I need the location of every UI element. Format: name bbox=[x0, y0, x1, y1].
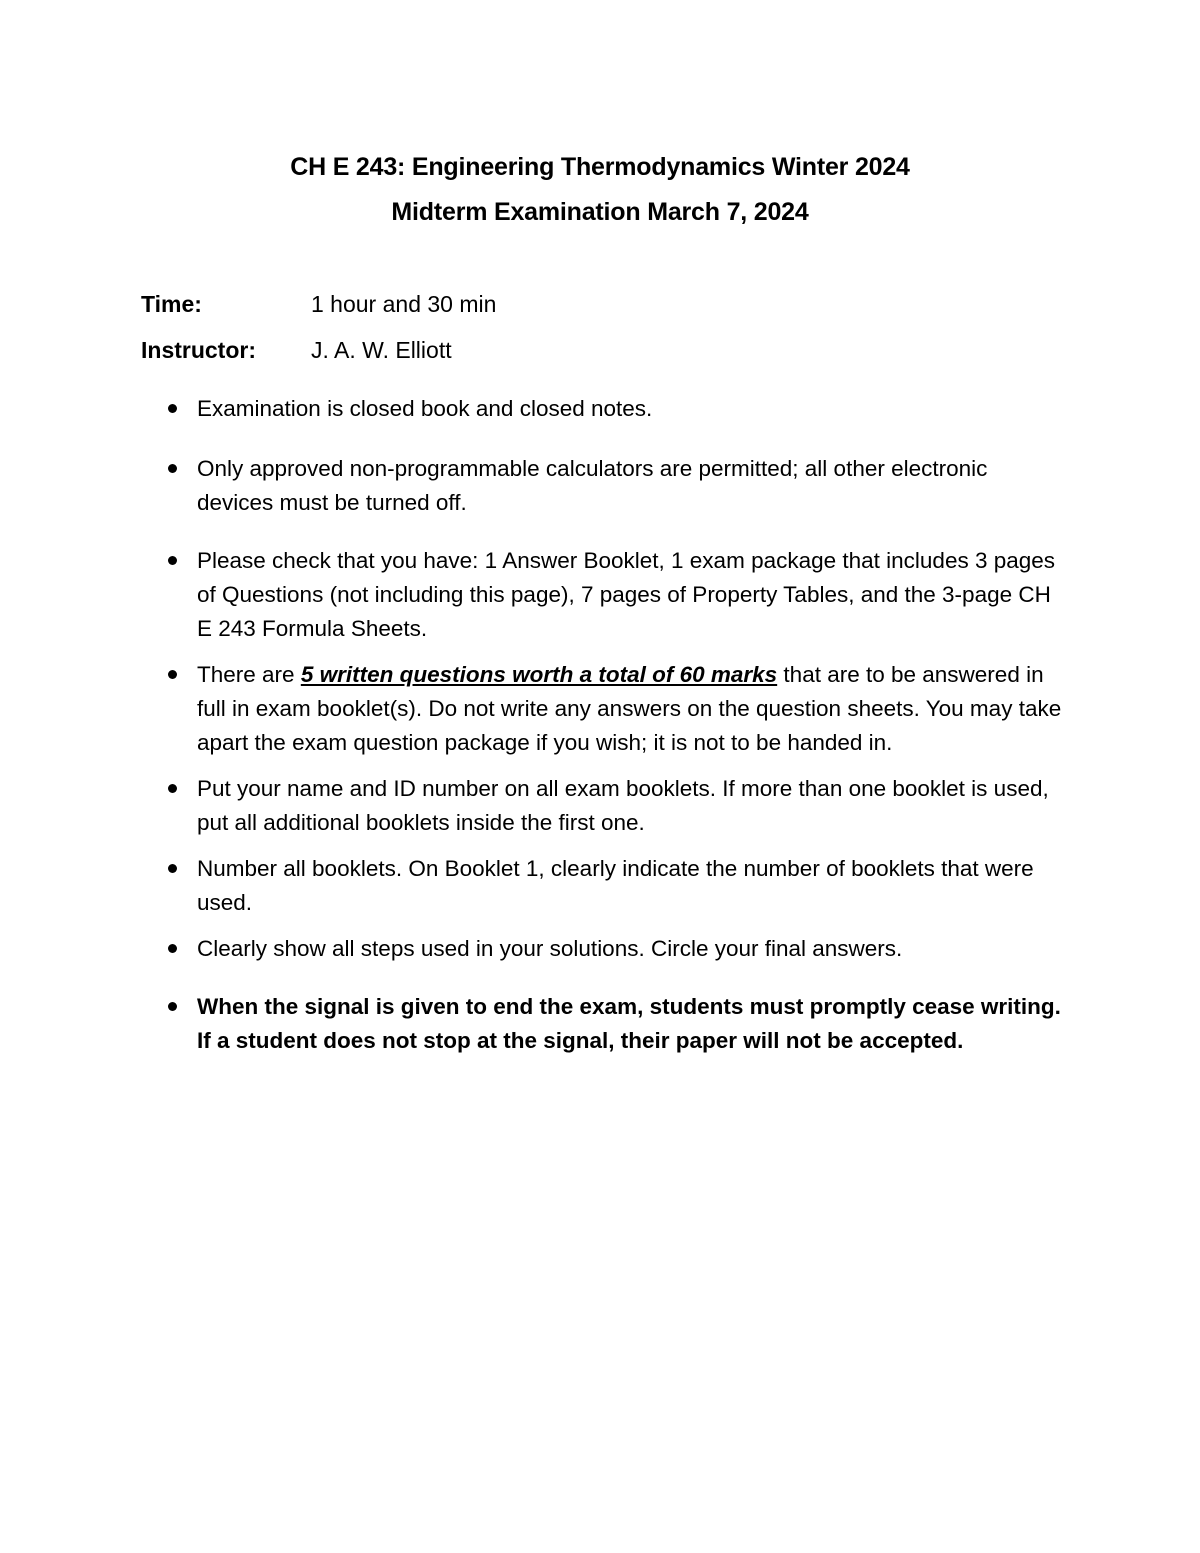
rule-item bbox=[166, 772, 1066, 840]
rule-text: Clearly show all steps used in your solutions. Circle your final answers. bbox=[197, 936, 903, 961]
exam-rules-list bbox=[166, 392, 1066, 1058]
rule-item bbox=[166, 932, 1066, 966]
rule-item bbox=[166, 544, 1066, 646]
rule-item bbox=[166, 452, 1066, 520]
rule-item bbox=[166, 852, 1066, 920]
rule-item bbox=[166, 658, 1066, 760]
rule-text-intro: There are bbox=[197, 662, 301, 687]
rule-item bbox=[166, 392, 1066, 426]
rule-text: Please check that you have: 1 Answer Booklet, 1 exam package that includes 3 pages of Questions (not including this page), 7 pages of Property Tables, and the 3-page CH E 243 Formula Sheets. bbox=[197, 548, 1056, 641]
rule-text: Put your name and ID number on all exam booklets. If more than one booklet is used, put all additional booklets inside the first one. bbox=[197, 776, 1049, 835]
instructor-label: Instructor: bbox=[141, 337, 256, 363]
time-value: 1 hour and 30 min bbox=[311, 291, 497, 317]
time-label: Time: bbox=[141, 291, 202, 317]
rule-text: Examination is closed book and closed notes. bbox=[197, 396, 653, 421]
rule-item-warning bbox=[166, 990, 1066, 1058]
rule-text-rest: that are to be answered in full in exam booklet(s). Do not write any answers on the question sheets. You may take apart the exam question package if you wish; it is not to be handed in. bbox=[197, 662, 1062, 755]
instructor-value: J. A. W. Elliott bbox=[311, 337, 452, 363]
rule-text: Only approved non-programmable calculators are permitted; all other electronic devices must be turned off. bbox=[197, 456, 988, 515]
rule-emphasis: 5 written questions worth a total of 60 marks bbox=[300, 662, 778, 687]
exam-title: CH E 243: Engineering Thermodynamics Winter 2024 bbox=[290, 153, 910, 181]
exam-subtitle: Midterm Examination March 7, 2024 bbox=[391, 198, 809, 226]
rule-text: Number all booklets. On Booklet 1, clearly indicate the number of booklets that were used. bbox=[197, 856, 1034, 915]
rule-text: When the signal is given to end the exam, students must promptly cease writing. If a student does not stop at the signal, their paper will not be accepted. bbox=[197, 994, 1061, 1053]
